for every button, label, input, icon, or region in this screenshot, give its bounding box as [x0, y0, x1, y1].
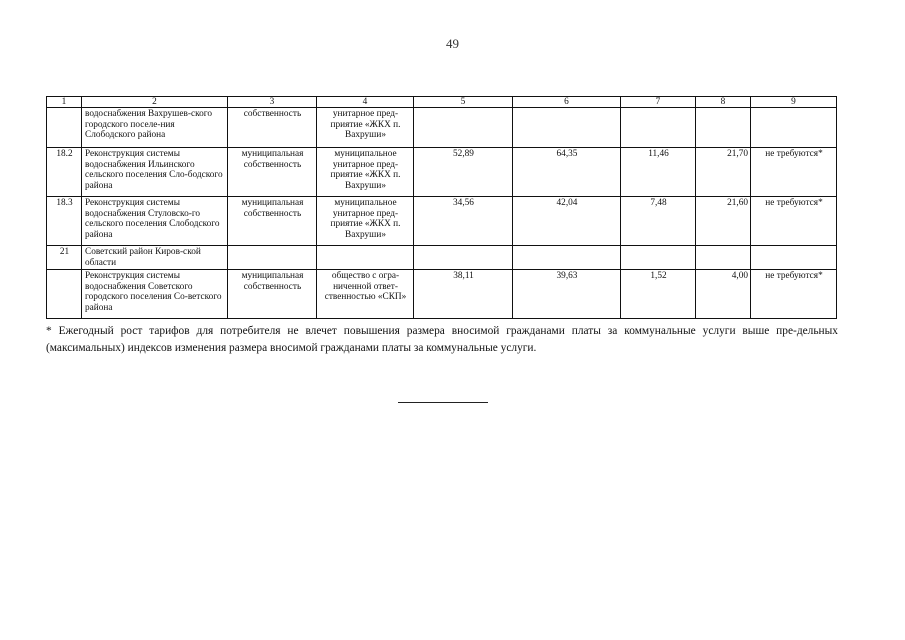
- header-cell: 7: [621, 97, 696, 108]
- project-cell: водоснабжения Вахрушев-ского городского поселе-ния Слободского района: [82, 108, 228, 148]
- value-cell: 64,35: [513, 148, 621, 197]
- operator-cell: общество с огра-ниченной ответ-ственностью «СКП»: [317, 270, 414, 319]
- operator-cell: муниципальное унитарное пред-приятие «ЖКХ п. Вахруши»: [317, 148, 414, 197]
- footnote: * Ежегодный рост тарифов для потребителя не влечет повышения размера вносимой гражданами платы за коммунальные услуги выше пре-дельных (максимальных) индексов изменения размера вносимой гражданами платы за коммунальные услуги.: [46, 325, 838, 354]
- header-cell: 5: [414, 97, 513, 108]
- header-cell: 3: [228, 97, 317, 108]
- header-cell: 1: [47, 97, 82, 108]
- requirement-cell: не требуются*: [751, 270, 837, 319]
- header-cell: 9: [751, 97, 837, 108]
- ownership-cell: [228, 246, 317, 270]
- value-cell: [696, 108, 751, 148]
- row-number-cell: [47, 108, 82, 148]
- project-cell: Советский район Киров-ской области: [82, 246, 228, 270]
- value-cell: 21,60: [696, 197, 751, 246]
- project-cell: Реконструкция системы водоснабжения Стуловско-го сельского поселения Слободского района: [82, 197, 228, 246]
- tariff-table: [46, 96, 837, 319]
- divider-line: [398, 402, 488, 403]
- value-cell: 34,56: [414, 197, 513, 246]
- value-cell: 52,89: [414, 148, 513, 197]
- value-cell: [414, 246, 513, 270]
- table-row: [47, 148, 837, 197]
- value-cell: 42,04: [513, 197, 621, 246]
- value-cell: [513, 246, 621, 270]
- operator-cell: унитарное пред-приятие «ЖКХ п. Вахруши»: [317, 108, 414, 148]
- project-cell: Реконструкция системы водоснабжения Ильинского сельского поселения Сло-бодского района: [82, 148, 228, 197]
- row-number-cell: 18.3: [47, 197, 82, 246]
- ownership-cell: муниципальная собственность: [228, 148, 317, 197]
- ownership-cell: собственность: [228, 108, 317, 148]
- value-cell: 1,52: [621, 270, 696, 319]
- header-cell: 6: [513, 97, 621, 108]
- table-row: [47, 197, 837, 246]
- value-cell: 38,11: [414, 270, 513, 319]
- row-number-cell: [47, 270, 82, 319]
- header-cell: 2: [82, 97, 228, 108]
- row-number-cell: 18.2: [47, 148, 82, 197]
- ownership-cell: муниципальная собственность: [228, 197, 317, 246]
- value-cell: 7,48: [621, 197, 696, 246]
- header-row: [47, 97, 837, 108]
- requirement-cell: не требуются*: [751, 148, 837, 197]
- ownership-cell: муниципальная собственность: [228, 270, 317, 319]
- table-row: [47, 246, 837, 270]
- page-number: 49: [446, 36, 459, 51]
- value-cell: [414, 108, 513, 148]
- header-cell: 4: [317, 97, 414, 108]
- requirement-cell: [751, 108, 837, 148]
- requirement-cell: [751, 246, 837, 270]
- table-row: [47, 270, 837, 319]
- value-cell: 39,63: [513, 270, 621, 319]
- operator-cell: муниципальное унитарное пред-приятие «ЖКХ п. Вахруши»: [317, 197, 414, 246]
- value-cell: 11,46: [621, 148, 696, 197]
- value-cell: 4,00: [696, 270, 751, 319]
- requirement-cell: не требуются*: [751, 197, 837, 246]
- header-cell: 8: [696, 97, 751, 108]
- table-row: [47, 108, 837, 148]
- value-cell: [513, 108, 621, 148]
- value-cell: [621, 246, 696, 270]
- row-number-cell: 21: [47, 246, 82, 270]
- value-cell: [696, 246, 751, 270]
- value-cell: 21,70: [696, 148, 751, 197]
- project-cell: Реконструкция системы водоснабжения Советского городского поселения Со-ветского района: [82, 270, 228, 319]
- operator-cell: [317, 246, 414, 270]
- value-cell: [621, 108, 696, 148]
